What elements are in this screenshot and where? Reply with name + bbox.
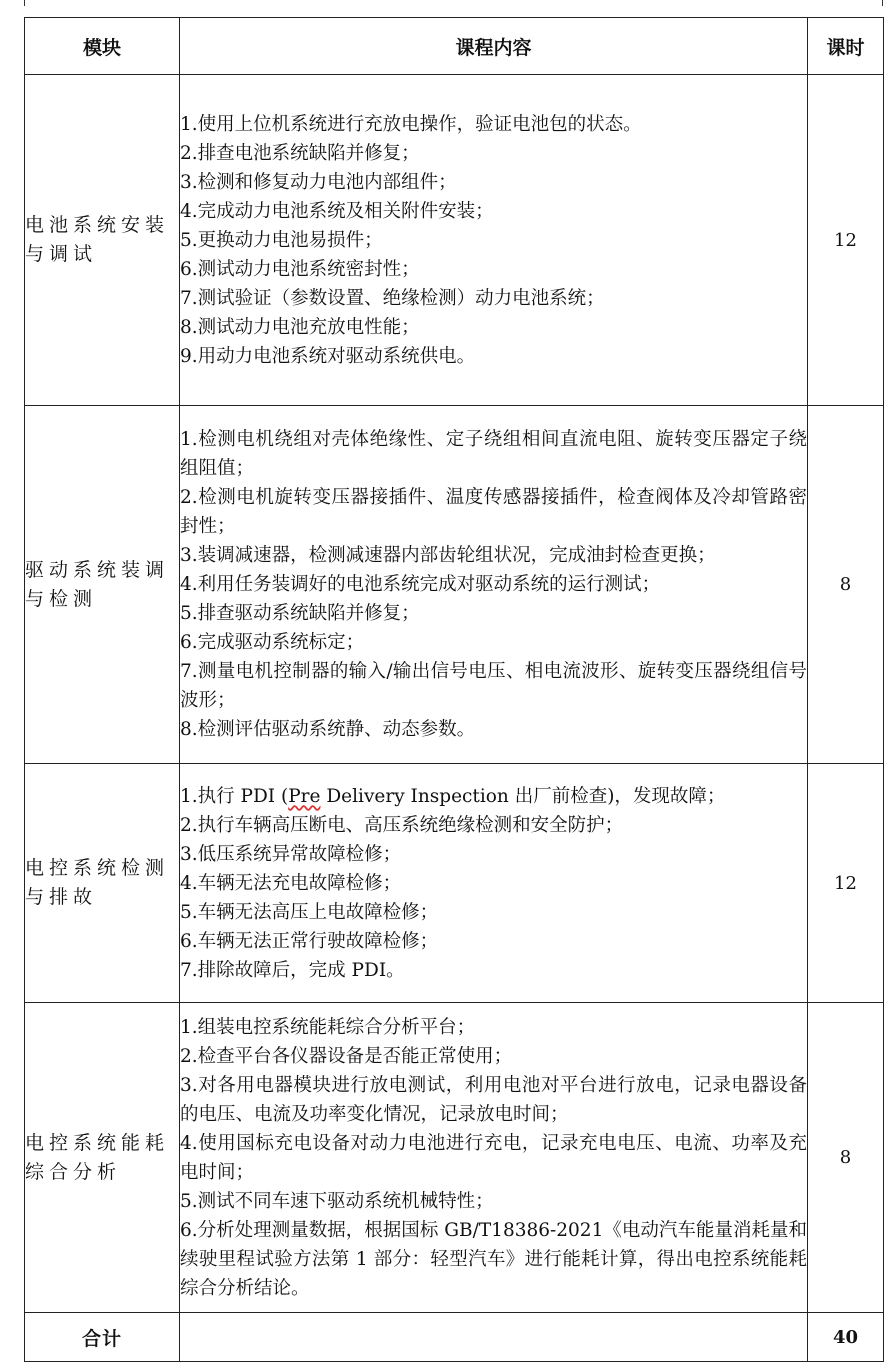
hours-cell: 12 — [808, 764, 884, 1003]
content-item: 7.排除故障后，完成 PDI。 — [180, 959, 405, 981]
content-item: 5.测试不同车速下驱动系统机械特性； — [180, 1190, 494, 1212]
header-content: 课程内容 — [180, 18, 808, 75]
previous-table-edge — [24, 0, 883, 6]
content-item: 3.对各用电器模块进行放电测试，利用电池对平台进行放电，记录电器设备的电压、电流及功率变化情况，记录放电时间； — [180, 1074, 807, 1125]
module-cell: 电池系统安装与调试 — [25, 75, 180, 406]
content-item: 1.使用上位机系统进行充放电操作，验证电池包的状态。 — [180, 113, 642, 135]
content-item: 5.更换动力电池易损件； — [180, 229, 383, 251]
content-item: 6.车辆无法正常行驶故障检修； — [180, 930, 439, 952]
content-item: 5.车辆无法高压上电故障检修； — [180, 901, 439, 923]
content-item: 9.用动力电池系统对驱动系统供电。 — [180, 345, 476, 367]
course-table — [24, 17, 884, 1362]
content-item: 3.装调减速器，检测减速器内部齿轮组状况，完成油封检查更换； — [180, 545, 716, 566]
content-item: 2.执行车辆高压断电、高压系统绝缘检测和安全防护； — [180, 814, 624, 836]
content-item: 2.排查电池系统缺陷并修复； — [180, 142, 420, 164]
hours-cell: 12 — [808, 75, 884, 406]
header-row — [25, 18, 884, 75]
content-item: 4.使用国标充电设备对动力电池进行充电，记录充电电压、电流、功率及充电时间； — [180, 1132, 807, 1183]
spellcheck-flagged-word: Pre — [288, 785, 321, 807]
pdi-prefix: 1.执行 PDI ( — [180, 785, 289, 807]
content-item: 6.分析处理测量数据，根据国标 GB/T18386-2021《电动汽车能量消耗量和续驶里程试验方法第 1 部分：轻型汽车》进行能耗计算，得出电控系统能耗综合分析结论。 — [180, 1219, 807, 1299]
total-content-cell — [180, 1313, 808, 1362]
total-hours: 40 — [808, 1313, 884, 1362]
total-row — [25, 1313, 884, 1362]
content-item: 5.排查驱动系统缺陷并修复； — [180, 603, 420, 624]
content-item: 4.利用任务装调好的电池系统完成对驱动系统的运行测试； — [180, 574, 661, 595]
module-cell: 驱动系统装调与检测 — [25, 406, 180, 764]
content-item: 3.检测和修复动力电池内部组件； — [180, 171, 457, 193]
content-item: 1.检测电机绕组对壳体绝缘性、定子绕组相间直流电阻、旋转变压器定子绕组阻值； — [180, 429, 807, 479]
module-cell: 电控系统检测与排故 — [25, 764, 180, 1003]
content-item — [180, 782, 807, 811]
content-item: 7.测试验证（参数设置、绝缘检测）动力电池系统； — [180, 287, 605, 309]
hours-cell: 8 — [808, 406, 884, 764]
header-hours: 课时 — [808, 18, 884, 75]
content-item: 6.完成驱动系统标定； — [180, 632, 365, 653]
pdi-suffix: Delivery Inspection 出厂前检查)，发现故障； — [320, 785, 726, 807]
content-item: 2.检测电机旋转变压器接插件、温度传感器接插件，检查阀体及冷却管路密封性； — [180, 487, 807, 537]
content-cell — [180, 75, 808, 406]
content-cell — [180, 1003, 808, 1313]
table-row — [25, 1003, 884, 1313]
module-cell: 电控系统能耗综合分析 — [25, 1003, 180, 1313]
content-cell — [180, 764, 808, 1003]
content-item: 4.车辆无法充电故障检修； — [180, 872, 402, 894]
content-item: 7.测量电机控制器的输入/输出信号电压、相电流波形、旋转变压器绕组信号波形； — [180, 661, 807, 711]
header-module: 模块 — [25, 18, 180, 75]
content-item: 6.测试动力电池系统密封性； — [180, 258, 420, 280]
hours-cell: 8 — [808, 1003, 884, 1313]
content-item: 3.低压系统异常故障检修； — [180, 843, 402, 865]
table-row — [25, 764, 884, 1003]
total-label: 合计 — [25, 1313, 180, 1362]
content-cell — [180, 406, 808, 764]
table-row — [25, 75, 884, 406]
content-item: 2.检查平台各仪器设备是否能正常使用； — [180, 1045, 513, 1067]
content-item: 1.组装电控系统能耗综合分析平台； — [180, 1016, 476, 1038]
content-item: 8.测试动力电池充放电性能； — [180, 316, 420, 338]
content-item: 4.完成动力电池系统及相关附件安装； — [180, 200, 494, 222]
content-item: 8.检测评估驱动系统静、动态参数。 — [180, 719, 476, 740]
table-row — [25, 406, 884, 764]
